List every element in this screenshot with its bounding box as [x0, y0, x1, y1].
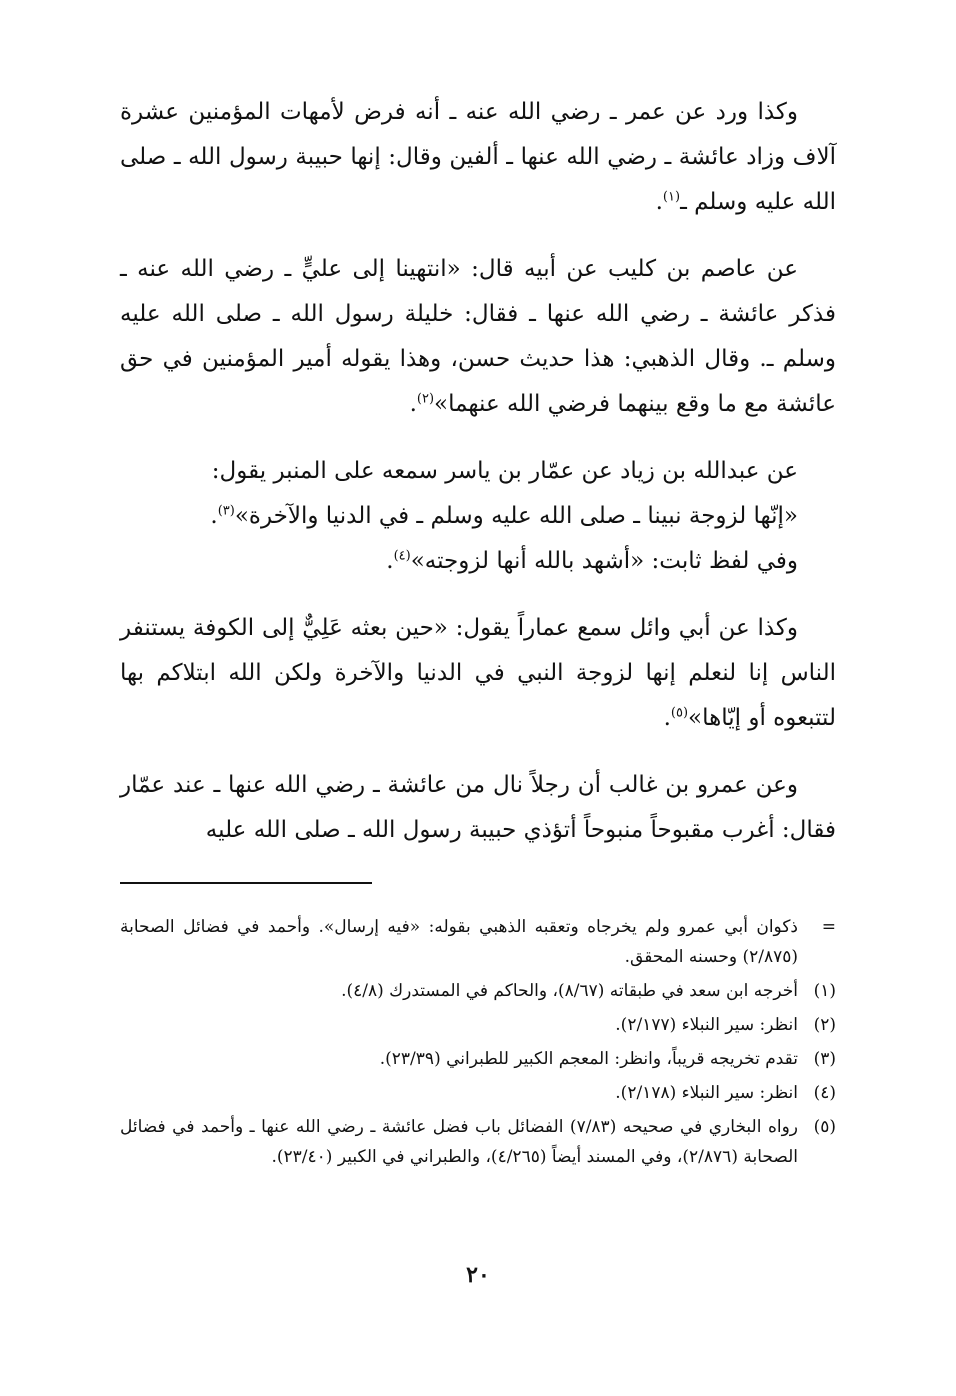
paragraph-3-line-2-text: «إنّها لزوجة نبينا ـ صلى الله عليه وسلم ـ في الدنيا والآخرة» [234, 503, 798, 529]
footnote-2 [120, 1010, 836, 1040]
main-text [120, 90, 836, 875]
footnote-3 [120, 1044, 836, 1074]
footnote-ref-1: (١) [662, 189, 681, 205]
footnote-mark: (١) [813, 981, 836, 1001]
paragraph-3-line-3 [120, 539, 836, 584]
footnote-ref-3: (٣) [217, 503, 235, 519]
paragraph-5: وعن عمرو بن غالب أن رجلاً نال من عائشة ـ رضي الله عنها ـ عند عمّار فقال: أغرب مقبوحاً منبوحاً أتؤذي حبيبة رسول الله ـ صلى الله عليه [120, 772, 836, 843]
paragraph-1-end: . [655, 189, 663, 215]
paragraph-4 [120, 606, 836, 741]
paragraph-2-text: عن عاصم بن كليب عن أبيه قال: «انتهينا إلى عليٍّ ـ رضي الله عنه ـ فذكر عائشة ـ رضي الله عنها ـ فقال: خليلة رسول الله ـ صلى الله عليه وسلم ـ. وقال الذهبي: هذا حديث حسن، وهذا يقوله أمير المؤمنين في حق عائشة مع ما وقع بينهما فرضي الله عنهما» [120, 256, 836, 417]
footnote-mark: (٤) [813, 1083, 836, 1103]
footnote-separator [120, 882, 372, 884]
footnote-mark: (٢) [813, 1015, 836, 1035]
footnote-ref-5: (٥) [670, 705, 689, 721]
footnote-continuation-text: ذكوان أبي عمرو ولم يخرجاه وتعقبه الذهبي بقوله: «فيه إرسال». وأحمد في فضائل الصحابة (٢/٨٧٥) وحسنه المحقق. [120, 917, 798, 967]
paragraph-3-line-2 [120, 494, 836, 539]
footnote-mark: (٣) [813, 1049, 836, 1069]
paragraph-2 [120, 247, 836, 427]
footnote-5 [120, 1112, 836, 1172]
paragraph-4-text: وكذا عن أبي وائل سمع عماراً يقول: «حين بعثه عَلِيٌّ إلى الكوفة يستنفر الناس إنا لنعلم إنها لزوجة النبي في الدنيا والآخرة ولكن الله ابتلاكم بها لتتبعوه أو إيّاها» [120, 615, 836, 731]
footnote-ref-2: (٢) [416, 391, 435, 407]
paragraph-3-line-2-end: . [210, 503, 218, 529]
footnote-text: انظر: سير النبلاء (٢/١٧٨). [615, 1083, 798, 1103]
paragraph-2-end: . [409, 391, 417, 417]
footnote-4 [120, 1078, 836, 1108]
footnote-mark: (٥) [813, 1117, 836, 1137]
paragraph-1-text: وكذا ورد عن عمر ـ رضي الله عنه ـ أنه فرض لأمهات المؤمنين عشرة آلاف وزاد عائشة ـ رضي الله عنها ـ ألفين وقال: إنها حبيبة رسول الله ـ صلى الله عليه وسلم ـ [120, 99, 836, 215]
footnote-1 [120, 976, 836, 1006]
footnote-continuation-mark: = [821, 917, 836, 937]
paragraph-1 [120, 90, 836, 225]
footnote-text: انظر: سير النبلاء (٢/١٧٧). [615, 1015, 798, 1035]
footnote-text: رواه البخاري في صحيحه (٧/٨٣) الفضائل باب فضل عائشة ـ رضي الله عنها ـ وأحمد في فضائل الصحابة (٢/٨٧٦)، وفي المسند أيضاً (٤/٢٦٥)، والطبراني في الكبير (٢٣/٤٠). [120, 1117, 799, 1167]
paragraph-3-line-3-text: وفي لفظ ثابت: «أشهد بالله أنها لزوجته» [410, 548, 798, 574]
footnote-text: أخرجه ابن سعد في طبقاته (٨/٦٧)، والحاكم في المستدرك (٤/٨). [341, 981, 798, 1001]
paragraph-3-line-3-end: . [386, 548, 394, 574]
footnote-ref-4: (٤) [393, 548, 411, 564]
paragraph-4-end: . [663, 705, 671, 731]
paragraph-3-line-1: عن عبدالله بن زياد عن عمّار بن ياسر سمعه على المنبر يقول: [211, 458, 798, 484]
footnotes [120, 912, 836, 1176]
footnote-continuation [120, 912, 836, 972]
page-number: ٢٠ [466, 1262, 490, 1288]
footnote-text: تقدم تخريجه قريباً، وانظر: المعجم الكبير للطبراني (٢٣/٣٩). [379, 1049, 798, 1069]
